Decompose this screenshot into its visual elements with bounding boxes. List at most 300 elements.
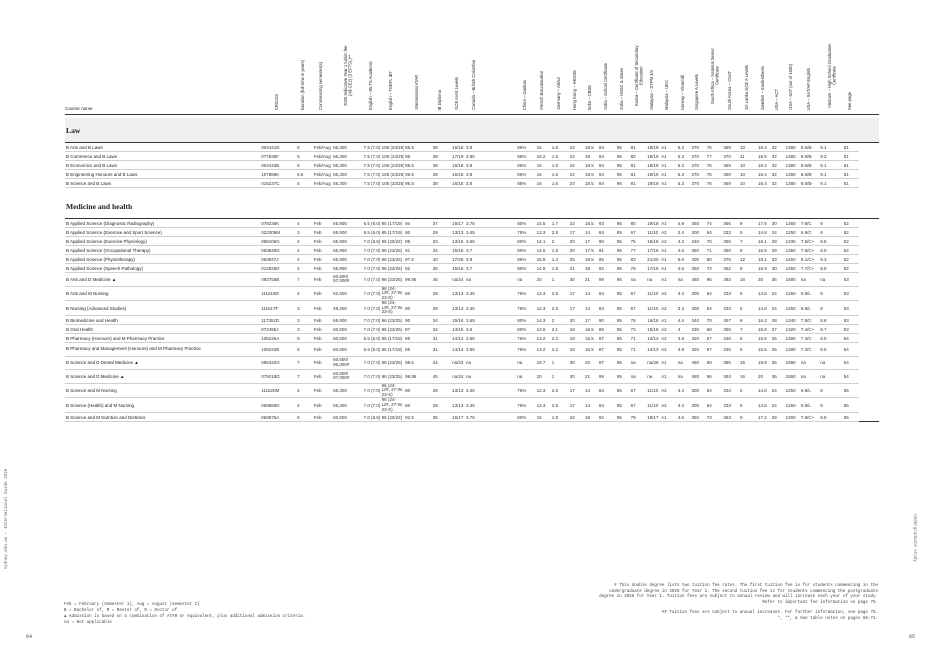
table-cell: na (677, 370, 691, 384)
table-cell: 13/13 (452, 229, 464, 235)
table-cell: 21 (569, 264, 584, 273)
table-cell: 40 (432, 255, 451, 264)
table-cell: Feb (313, 219, 332, 228)
table-cell: na (630, 370, 647, 384)
column-header (569, 38, 584, 115)
column-header-label: International ATAR (413, 75, 419, 110)
table-cell: 350 (691, 413, 706, 422)
table-cell: 12.3 (536, 301, 551, 316)
table-cell: 3.45 (465, 228, 486, 237)
table-cell: 2.5 (551, 398, 569, 413)
table-cell: 95 (616, 356, 630, 370)
table-cell: 20 (536, 273, 551, 287)
table-cell: 1.8 (551, 264, 569, 273)
table-cell: 350 (722, 325, 739, 334)
table-cell: na (819, 356, 843, 370)
table-cell: Feb (313, 286, 332, 301)
table-cell: 60,600 (332, 325, 362, 334)
column-header (296, 38, 313, 115)
table-cell: 19/18 (647, 220, 659, 226)
table-cell: 95 (616, 255, 630, 264)
table-cell: 67 (630, 228, 647, 237)
table-cell: 14.8 (757, 228, 771, 237)
table-cell: 52 (843, 228, 860, 237)
table-cell: 19/19 (647, 180, 659, 186)
table-cell: 3.8 (465, 143, 486, 152)
table-cell: 7.0 (7.0) (363, 370, 381, 384)
table-cell: 5 (296, 161, 313, 170)
table-cell: 333 (722, 286, 739, 301)
table-row (65, 286, 879, 301)
table-cell: 4.6 (677, 413, 691, 422)
table-cell: 357 (722, 316, 739, 325)
table-cell: 96 (24-L/R, 27-W, 23-S) (381, 383, 403, 397)
footnote: Feb = February (Semester 1), Aug = August (Semester 2) (64, 603, 200, 607)
table-cell: 3 (296, 325, 313, 334)
table-cell: 53 (843, 286, 860, 301)
course-name-cell: B Pharmacy and Management (Honours) and M Pharmacy Practice (65, 343, 260, 357)
table-cell: na (800, 370, 819, 384)
table-cell: 19/19 (647, 153, 659, 159)
table-cell: 7.7/C+ (800, 264, 819, 273)
table-cell: 85% (516, 179, 535, 188)
table-cell: 19 (569, 334, 584, 343)
column-header (706, 38, 723, 115)
table-cell: 96 (23/25) (381, 370, 405, 384)
table-cell: 38 (432, 161, 451, 170)
table-cell: 362 (722, 264, 739, 273)
table-cell: 80 (706, 255, 723, 264)
course-name-cell: B Science and D Medicine ▲ (65, 370, 260, 384)
table-cell: 8.5 (819, 334, 843, 343)
table-cell: 079235K (260, 219, 296, 228)
table-cell: 34 (432, 246, 451, 255)
table-cell: 369 (722, 161, 739, 170)
table-cell (486, 413, 516, 422)
table-cell: A1 (660, 356, 677, 370)
table-cell: 105 (23/25) (381, 162, 405, 168)
table-cell: 4.6 (677, 246, 691, 255)
table-cell: 5 (296, 334, 313, 343)
table-cell: 3.8 (677, 334, 691, 343)
table-cell: 81 (630, 179, 647, 188)
column-header-label: English – IELTS Academic (367, 60, 373, 110)
table-cell (486, 219, 516, 228)
table-cell: 1.6 (551, 179, 569, 188)
table-cell: 19 (569, 325, 584, 334)
table-cell: 54 (843, 370, 860, 384)
table-cell: A1 (660, 161, 677, 170)
table-cell: 2.5 (551, 286, 569, 301)
table-cell: 81 (630, 161, 647, 170)
table-cell: 94 (598, 179, 616, 188)
table-cell: 16 (536, 179, 551, 188)
column-header-label: Malaysia – STPM 3/4 (649, 70, 655, 110)
table-cell: 7 (296, 370, 313, 384)
table-cell: 15/16 (452, 265, 464, 271)
column-header (660, 38, 677, 115)
table-cell: 65,900 (332, 264, 362, 273)
table-cell: 20 (584, 356, 598, 370)
table-cell: 3.45 (465, 301, 486, 316)
table-cell (486, 316, 516, 325)
table-cell: 393 (722, 370, 739, 384)
table-cell: 6.5 (6.0) (363, 229, 381, 235)
table-cell: 7.3/C (800, 334, 819, 343)
table-cell: 1.4 (551, 255, 569, 264)
table-cell: 93 (598, 219, 616, 228)
table-cell: 2.5 (551, 228, 569, 237)
table-cell (486, 383, 516, 398)
table-cell: 4 (296, 286, 313, 301)
table-cell: 7.5 (7.0) (363, 162, 381, 168)
table-cell: 7 (739, 237, 757, 246)
table-cell: 8.9 (819, 264, 843, 273)
table-cell: 45 (432, 370, 451, 384)
table-cell: 18.7 (536, 356, 551, 370)
table-cell: 14 (584, 301, 598, 316)
column-header (819, 38, 843, 115)
footnote: ▲ Admission is based on a combination of ATAR or equivalent, plus additional admission criteria. (64, 615, 306, 619)
column-header (757, 38, 771, 115)
table-cell: 012825D (260, 264, 296, 273)
table-row (65, 325, 879, 334)
table-cell: 30 (569, 370, 584, 384)
table-cell: 13.6 (536, 325, 551, 334)
table-cell: 54 (843, 343, 860, 357)
table-cell: 088106G (260, 237, 296, 246)
table-cell: Feb/Aug (313, 153, 331, 159)
table-cell: 96 (24-L/R, 27-W, 23-S) (381, 286, 403, 300)
table-cell: 29 (432, 228, 451, 237)
table-cell: 65,900 (332, 316, 362, 325)
footnote: *, **, ∆ See table notes on pages 68-71. (777, 616, 878, 621)
table-cell: 3.75 (465, 413, 486, 422)
table-cell: 80 (404, 398, 432, 413)
table-cell: 80 (630, 219, 647, 228)
table-cell: A2 (660, 237, 677, 246)
course-name-cell: B Science and B Laws (65, 179, 260, 188)
table-cell: 5 (739, 301, 757, 316)
table-cell: 29 (771, 246, 785, 255)
table-cell: 24 (569, 152, 584, 161)
table-cell: 25 (569, 255, 584, 264)
table-cell: 77 (706, 152, 723, 161)
table-cell: 73 (706, 413, 723, 422)
table-cell: 480 (691, 370, 706, 384)
table-cell: 24 (771, 301, 785, 316)
table-cell: 90 (598, 316, 616, 325)
table-cell: 94 (598, 152, 616, 161)
table-cell: 95 (616, 273, 630, 287)
column-header-label: 2026 Indicative Year 1 tuition fee (A$ CE2) (3 EFTSL)** (343, 45, 353, 107)
table-cell: 75% (516, 228, 535, 237)
table-cell: 7.8/C (800, 219, 819, 228)
table-cell: 85 (404, 343, 432, 357)
table-cell: 85 (616, 301, 630, 316)
table-cell (486, 325, 516, 334)
table-cell: 004441D (260, 143, 296, 152)
table-cell: 29 (771, 413, 785, 422)
table-cell: 1250 (785, 286, 800, 301)
table-cell: 3 (296, 301, 313, 316)
table-cell: 30 (569, 356, 584, 370)
table-cell: 2.2 (551, 343, 569, 357)
table-cell: 13.2 (536, 334, 551, 343)
table-cell: 97 (598, 356, 616, 370)
table-cell: 75% (516, 301, 535, 316)
table-cell: 320 (691, 334, 706, 343)
table-cell: 16.1 (757, 237, 771, 246)
table-cell: 11/10 (646, 286, 660, 301)
table-cell: 3.8 (465, 179, 486, 188)
table-cell: 8.9 (819, 246, 843, 255)
table-cell: 7.0 (7.0) (363, 265, 381, 271)
table-cell: 1.7 (551, 219, 569, 228)
course-name-cell: B Applied Science (Speech Pathology) (65, 264, 260, 273)
table-cell: 38 (432, 170, 451, 179)
table-cell: A2 (660, 301, 677, 316)
course-name-cell: B Applied Science (Exercise Physiology) (65, 237, 260, 246)
table-cell: 2.2 (551, 334, 569, 343)
table-cell: 15/16 (452, 247, 464, 253)
table-cell: 16/18 (452, 180, 464, 186)
table-cell: 96 (20/22) (381, 413, 405, 422)
table-cell: 81 (630, 170, 647, 179)
table-cell: 111620M (260, 383, 296, 398)
table-cell: 16.9 (757, 264, 771, 273)
table-cell: 5.3 (677, 161, 691, 170)
table-cell: 84 (598, 301, 616, 316)
table-cell: 32 (771, 179, 785, 188)
table-cell: 52 (843, 255, 860, 264)
table-cell: 27 (771, 325, 785, 334)
course-name-cell: B Science and M Nursing (65, 383, 260, 398)
table-cell: 15.8 (757, 325, 771, 334)
table-cell: 5 (739, 398, 757, 413)
table-cell: 18.5 (584, 170, 598, 179)
footnote: undergraduate degree in 2026 for Year 1. The second tuition fee is for students commencing the postgraduate (609, 589, 878, 594)
table-cell: 95.5 (404, 161, 432, 170)
table-cell: 24 (771, 383, 785, 398)
table-cell: 1.6 (551, 143, 569, 152)
table-row (65, 356, 879, 370)
table-cell: 004443B (260, 161, 296, 170)
table-cell: A2 (660, 383, 677, 398)
table-row (65, 413, 879, 422)
table-cell: 10 (739, 179, 757, 188)
column-header (677, 38, 691, 115)
table-cell: 95 (616, 370, 630, 384)
table-cell: 300 (691, 286, 706, 301)
table-cell: na/23 (451, 356, 465, 370)
footnote: Refer to important fee information on page 75. (762, 600, 878, 605)
column-header-label: Singapore A Levels (694, 74, 700, 110)
table-cell: 369 (722, 170, 739, 179)
table-cell: 21/20 (647, 256, 659, 262)
table-cell: 36 (771, 370, 785, 384)
table-cell: 24 (771, 398, 785, 413)
table-cell: 56,300 (332, 398, 362, 413)
table-cell: 24 (569, 170, 584, 179)
table-cell: 96 (20/22) (381, 237, 405, 246)
table-cell: 14/15 (452, 326, 464, 332)
table-cell: 105 (23/25) (381, 144, 405, 150)
table-cell: 5.3 (677, 179, 691, 188)
table-cell: 64 (706, 301, 723, 316)
table-cell: 8.5/B- (800, 161, 819, 170)
table-cell: 369 (722, 179, 739, 188)
column-header (616, 38, 630, 115)
table-cell: 2.5 (551, 383, 569, 398)
table-cell: 16/17 (452, 220, 464, 226)
table-cell: 30 (771, 219, 785, 228)
table-cell: 76 (706, 161, 723, 170)
table-cell: 7.0 (7.0) (363, 383, 381, 398)
table-cell: 3.8 (465, 170, 486, 179)
table-cell: 1590 (785, 273, 800, 287)
table-cell: 9 (739, 219, 757, 228)
table-cell: 26 (771, 334, 785, 343)
table-cell: 11/10 (646, 383, 660, 398)
course-name-cell: B Applied Science (Exercise and Sport Science) (65, 228, 260, 237)
table-cell: 90 (404, 316, 432, 325)
table-cell: 84 (598, 228, 616, 237)
table-cell: na (465, 356, 486, 370)
table-cell: 20 (569, 316, 584, 325)
table-cell: 9.1 (819, 161, 843, 170)
table-cell: 3.65 (465, 237, 486, 246)
table-cell: 33 (432, 237, 451, 246)
table-cell: 4.6 (677, 264, 691, 273)
table-cell: 16/17 (452, 414, 464, 420)
table-cell: 111619D (260, 286, 296, 301)
table-cell: 92 (598, 413, 616, 422)
table-cell: 16/18 (452, 171, 464, 177)
column-spacer (486, 38, 516, 115)
table-cell: 13/16 (452, 238, 464, 244)
table-cell: 346 (722, 343, 739, 357)
table-cell: 85 (616, 343, 630, 357)
table-cell: 24 (569, 161, 584, 170)
table-cell: 67 (706, 334, 723, 343)
column-header (771, 38, 785, 115)
table-cell: Feb (313, 356, 332, 370)
table-cell: 3.8 (677, 343, 691, 357)
table-cell: 14.8 (757, 286, 771, 301)
table-cell: 400 (691, 255, 706, 264)
table-cell: 346 (722, 334, 739, 343)
table-cell: 65,900 (332, 219, 362, 228)
table-cell: 76 (706, 143, 723, 152)
table-cell: 7.0 (7.0) (363, 286, 381, 301)
table-cell: 14.1 (536, 237, 551, 246)
table-cell: 4 (296, 237, 313, 246)
column-header (551, 38, 569, 115)
column-header-label: South Africa – National Senior Certificate (710, 48, 720, 104)
table-cell: 96 (23/25) (381, 356, 405, 370)
table-cell: 16 (739, 273, 757, 287)
table-cell: 20 (569, 237, 584, 246)
table-cell: 16.5 (584, 325, 598, 334)
table-cell: na/24 (451, 273, 465, 287)
table-row (65, 301, 879, 316)
table-cell: 6.9/L (800, 398, 819, 413)
table-cell: 14 (584, 398, 598, 413)
table-cell: 85 (616, 237, 630, 246)
table-cell: na (819, 273, 843, 287)
table-cell: 16 (739, 370, 757, 384)
table-cell: 75% (516, 383, 535, 398)
table-cell: 105222B (260, 343, 296, 357)
page-number-right: 65 (909, 634, 916, 640)
table-cell: 370 (691, 170, 706, 179)
table-cell: 71 (630, 334, 647, 343)
table-cell: 7.5 (7.0) (363, 171, 381, 177)
table-cell: 82 (630, 152, 647, 161)
table-cell: 3.4 (677, 398, 691, 413)
table-cell: 96 (23/25) (381, 325, 405, 334)
table-cell: 14.6 (536, 246, 551, 255)
table-cell: 90 (598, 237, 616, 246)
table-cell: 37 (432, 219, 451, 228)
course-name-cell: B Economics and B Laws (65, 161, 260, 170)
table-cell: 20 (757, 273, 771, 287)
table-cell (486, 264, 516, 273)
table-cell: 6 (739, 343, 757, 357)
column-header (332, 38, 362, 115)
table-cell: 80 (404, 301, 432, 316)
table-cell: 64 (706, 286, 723, 301)
table-cell: 5 (739, 383, 757, 398)
table-cell: na (819, 370, 843, 384)
table-cell: 35 (432, 413, 451, 422)
table-cell: 36 (771, 273, 785, 287)
table-cell: Feb (313, 334, 332, 343)
table-cell: 3.75 (465, 219, 486, 228)
table-cell: 16.2 (536, 152, 551, 161)
table-cell: 67 (630, 286, 647, 301)
spine-left: sydney.edu.au — International Guide 2026 (5, 468, 9, 570)
table-cell: 51 (843, 179, 860, 188)
table-cell: 3.8 (465, 161, 486, 170)
table-cell: 14/14 (452, 335, 464, 341)
table-row (65, 343, 879, 357)
table-cell: 10 (739, 161, 757, 170)
table-cell: 78 (630, 264, 647, 273)
table-cell: 1380 (785, 161, 800, 170)
table-cell: 370 (722, 152, 739, 161)
table-cell: 370 (691, 143, 706, 152)
page-number-left: 64 (26, 634, 33, 640)
table-cell: 19 (569, 343, 584, 357)
table-cell: 52,500 (332, 286, 362, 301)
table-cell: 54 (843, 356, 860, 370)
table-cell: 96 (23/25) (381, 316, 405, 325)
column-header-label: Duration (full-time in years) (300, 59, 306, 110)
table-cell: 95 (616, 143, 630, 152)
table-cell: 12.3 (536, 383, 551, 398)
table-cell: 7.0 (7.0) (363, 247, 381, 253)
table-cell: 29 (432, 286, 451, 301)
table-cell: 4 (296, 246, 313, 255)
table-cell: 300 (691, 398, 706, 413)
table-cell: 92 (404, 264, 432, 273)
table-cell: 4 (296, 398, 313, 413)
table-cell: 17 (569, 286, 584, 301)
table-cell (486, 370, 516, 384)
table-cell: 95.5 (404, 170, 432, 179)
